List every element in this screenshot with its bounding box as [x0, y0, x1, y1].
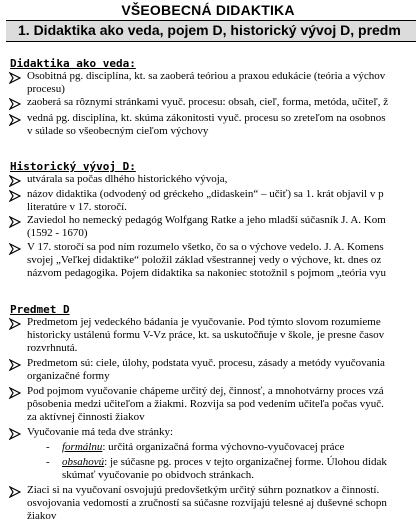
arrow-bullet-icon: [9, 175, 21, 187]
dash-bullet: -: [46, 456, 50, 468]
list-item: Osobitná pg. disciplína, kt. sa zaoberá teóriou a praxou edukácie (teória a výchov: [27, 70, 386, 82]
list-item-continuation: žiakov: [27, 510, 57, 522]
arrow-bullet-icon: [9, 387, 21, 399]
section-heading-predmet: Predmet D: [10, 303, 70, 316]
list-item-continuation: za aktívnej činnosti žiakov: [27, 411, 145, 423]
arrow-bullet-icon: [9, 318, 21, 330]
term-formal-desc: : určitá organizačná forma výchovno-vyučovacej práce: [102, 441, 345, 453]
list-item: Predmetom jej vedeckého bádania je vyučovanie. Pod týmto slovom rozumieme: [27, 316, 381, 328]
list-item-continuation: v súlade so všeobecným cieľom výchovy: [27, 125, 209, 137]
arrow-bullet-icon: [9, 190, 21, 202]
dash-bullet: -: [46, 441, 50, 453]
list-item: Predmetom sú: ciele, úlohy, podstata vyuč. procesu, zásady a metódy vyučovania: [27, 357, 385, 369]
list-item: Zaviedol ho nemecký pedagóg Wolfgang Ratke a jeho mladší súčasník J. A. Kom: [27, 214, 386, 226]
list-item-continuation: svojej „Veľkej didaktike“ položil základ všestrannej vedy o výchove, kt. dnes oz: [27, 254, 382, 266]
chapter-heading: 1. Didaktika ako veda, pojem D, historický vývoj D, predm: [18, 22, 401, 38]
list-item-continuation: názvom pedagogika. Pojem didaktika sa nakoniec stotožnil s pojmom „teória vyu: [27, 267, 386, 279]
list-item-continuation: literatúre v 17. storočí.: [27, 201, 127, 213]
list-item-continuation: historicky ustálenú formu V-Vz práce, kt. sa uskutočňuje v škole, je presne časov: [27, 329, 385, 341]
list-item-continuation: pôsobenia medzi učiteľom a žiakmi. Rozvija sa pod vedením učiteľa počas vyuč.: [27, 398, 384, 410]
term-content: obsahovú: [62, 456, 105, 468]
document-title: VŠEOBECNÁ DIDAKTIKA: [121, 2, 295, 18]
list-item: utvárala sa počas dlhého historického vývoja,: [27, 173, 228, 185]
list-item: V 17. storočí sa pod ním rozumelo všetko, čo sa o výchove vedelo. J. A. Komens: [27, 241, 384, 253]
list-item: názov didaktika (odvodený od gréckeho „didaskein“ – učiť) sa 1. krát objavil v p: [27, 188, 384, 200]
section-heading-historia: Historický vývoj D:: [10, 160, 136, 173]
list-item-continuation: (1592 - 1670): [27, 227, 88, 239]
list-item: Vyučovanie má teda dve stránky:: [27, 426, 174, 438]
term-content-desc: : je súčasne pg. proces v tejto organizačnej forme. Úlohou didak: [104, 456, 387, 468]
sub-list-item-continuation: skúmať vyučovanie po obidvoch stránkach.: [62, 469, 254, 481]
arrow-bullet-icon: [9, 72, 21, 84]
list-item-continuation: rozvrhnutá.: [27, 342, 78, 354]
arrow-bullet-icon: [9, 428, 21, 440]
arrow-bullet-icon: [9, 243, 21, 255]
list-item-continuation: procesu): [27, 83, 65, 95]
list-item: vedná pg. disciplína, kt. skúma zákonitosti vyuč. procesu so zreteľom na osobnos: [27, 112, 386, 124]
sub-list-item: [62, 456, 387, 469]
arrow-bullet-icon: [9, 359, 21, 371]
arrow-bullet-icon: [9, 114, 21, 126]
arrow-bullet-icon: [9, 486, 21, 498]
section-heading-veda: Didaktika ako veda:: [10, 57, 136, 70]
list-item: Ziaci si na vyučovaní osvojujú predovšetkým určitý súhrn poznatkov a činností.: [27, 484, 380, 496]
chapter-heading-bar: [6, 20, 416, 42]
list-item: Pod pojmom vyučovanie chápeme určitý dej, činnosť, a mnohotvárny proces vzá: [27, 385, 384, 397]
arrow-bullet-icon: [9, 98, 21, 110]
sub-list-item: [62, 441, 344, 454]
term-formal: formálnu: [62, 441, 103, 453]
arrow-bullet-icon: [9, 216, 21, 228]
list-item-continuation: organizačné formy: [27, 370, 110, 382]
list-item-continuation: osvojovania vedomostí a zručností sa súčasne rozvíjajú telesné aj duševné schopn: [27, 497, 387, 509]
list-item: zaoberá sa rôznymi stránkami vyuč. procesu: obsah, cieľ, forma, metóda, učiteľ, ž: [27, 96, 389, 108]
